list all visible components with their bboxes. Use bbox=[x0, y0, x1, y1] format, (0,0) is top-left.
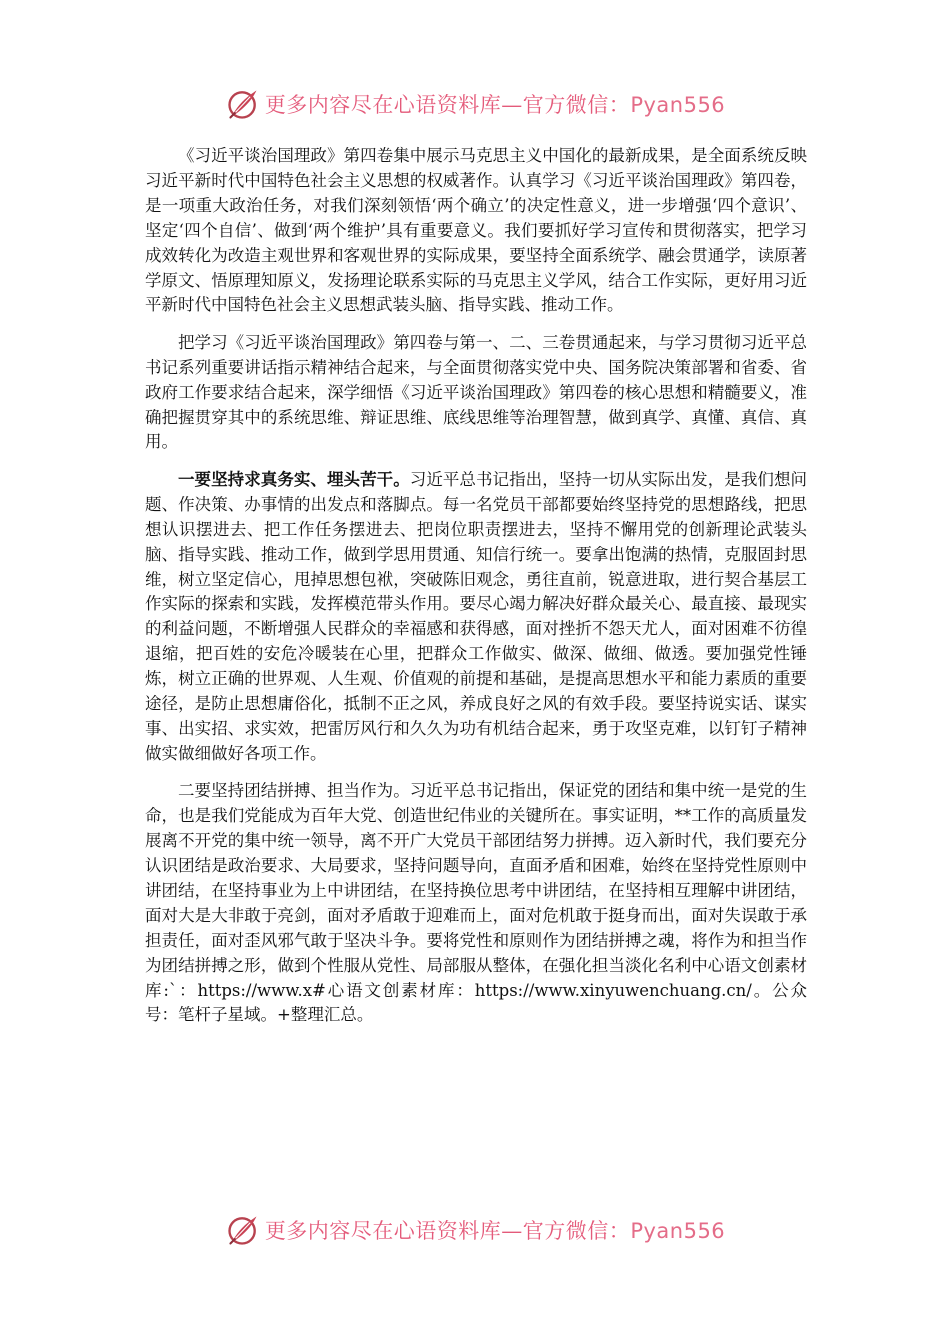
paragraph-text: 《习近平谈治国理政》第四卷集中展示马克思主义中国化的最新成果，是全面系统反映习近平新时代中国特色社会主义思想的权威著作。认真学习《习近平谈治国理政》第四卷，是一项重大政治任务，对我们深刻领悟‘两个确立’的决定性意义，进一步增强‘四个意识’、坚定‘四个自信’、做到‘两个维护’具有重要意义。我们要抓好学习宣传和贯彻落实，把学习成效转化为改造主观世界和客观世界的实际成果，要坚持全面系统学、融会贯通学，读原著学原文、悟原理知原义，发扬理论联系实际的马克思主义学风，结合工作实际，更好用习近平新时代中国特色社会主义思想武装头脑、指导实践、推动工作。 bbox=[145, 146, 807, 315]
paragraph-text: 把学习《习近平谈治国理政》第四卷与第一、二、三卷贯通起来，与学习贯彻习近平总书记系列重要讲话指示精神结合起来，与全面贯彻落实党中央、国务院决策部署和省委、省政府工作要求结合起来，深学细悟《习近平谈治国理政》第四卷的核心思想和精髓要义，准确把握贯穿其中的系统思维、辩证思维、底线思维等治理智慧，做到真学、真懂、真信、真用。 bbox=[145, 332, 807, 452]
paragraph bbox=[145, 144, 807, 318]
document-body bbox=[145, 144, 807, 1041]
banner-text bbox=[265, 1215, 725, 1245]
quill-logo-icon bbox=[225, 86, 261, 122]
header-banner bbox=[0, 84, 950, 124]
banner-text bbox=[265, 89, 725, 119]
paragraph-text: 二要坚持团结拼搏、担当作为。习近平总书记指出，保证党的团结和集中统一是党的生命，也是我们党能成为百年大党、创造世纪伟业的关键所在。事实证明，**工作的高质量发展离不开党的集中统一领导，离不开广大党员干部团结努力拼搏。迈入新时代，我们要充分认识团结是政治要求、大局要求，坚持问题导向，直面矛盾和困难，始终在坚持党性原则中讲团结，在坚持事业为上中讲团结，在坚持换位思考中讲团结，在坚持相互理解中讲团结，面对大是大非敢于亮剑，面对矛盾敢于迎难而上，面对危机敢于挺身而出，面对失误敢于承担责任，面对歪风邪气敢于坚决斗争。要将党性和原则作为团结拼搏之魂，将作为和担当作为团结拼搏之形，做到个性服从党性、局部服从整体，在强化担当淡化名利中心语文创素材库:`：https://www.x#心语文创素材库：https://www.xinyuwenchuang.cn/。公众号：笔杆子星域。+整理汇总。 bbox=[145, 781, 807, 1025]
quill-logo-icon bbox=[225, 1212, 261, 1248]
banner-handle: Pyan556 bbox=[630, 1219, 726, 1243]
paragraph-text: 习近平总书记指出，坚持一切从实际出发，是我们想问题、作决策、办事情的出发点和落脚点。每一名党员干部都要始终坚持党的思想路线，把思想认识摆进去、把工作任务摆进去、把岗位职责摆进去，坚持不懈用党的创新理论武装头脑、指导实践、推动工作，做到学思用贯通、知信行统一。要拿出饱满的热情，克服固封思维，树立坚定信心，甩掉思想包袱，突破陈旧观念，勇往直前，锐意进取，进行契合基层工作实际的探索和实践，发挥模范带头作用。要尽心竭力解决好群众最关心、最直接、最现实的利益问题，不断增强人民群众的幸福感和获得感，面对挫折不怨天尤人，面对困难不彷徨退缩，把百姓的安危冷暖装在心里，把群众工作做实、做深、做细、做透。要加强党性锤炼，树立正确的世界观、人生观、价值观的前提和基础，是提高思想水平和能力素质的重要途径，是防止思想庸俗化，抵制不正之风，养成良好之风的有效手段。要坚持说实话、谋实事、出实招、求实效，把雷厉风行和久久为功有机结合起来，勇于攻坚克难，以钉钉子精神做实做细做好各项工作。 bbox=[145, 469, 808, 763]
banner-prefix: 更多内容尽在心语资料库—官方微信： bbox=[264, 93, 631, 117]
banner-handle: Pyan556 bbox=[630, 93, 726, 117]
paragraph bbox=[145, 331, 807, 456]
paragraph-lead: 一要坚持求真务实、埋头苦干。 bbox=[178, 469, 410, 489]
footer-banner bbox=[0, 1210, 950, 1250]
banner-prefix: 更多内容尽在心语资料库—官方微信： bbox=[264, 1219, 631, 1243]
paragraph bbox=[145, 779, 807, 1028]
paragraph bbox=[145, 468, 807, 767]
